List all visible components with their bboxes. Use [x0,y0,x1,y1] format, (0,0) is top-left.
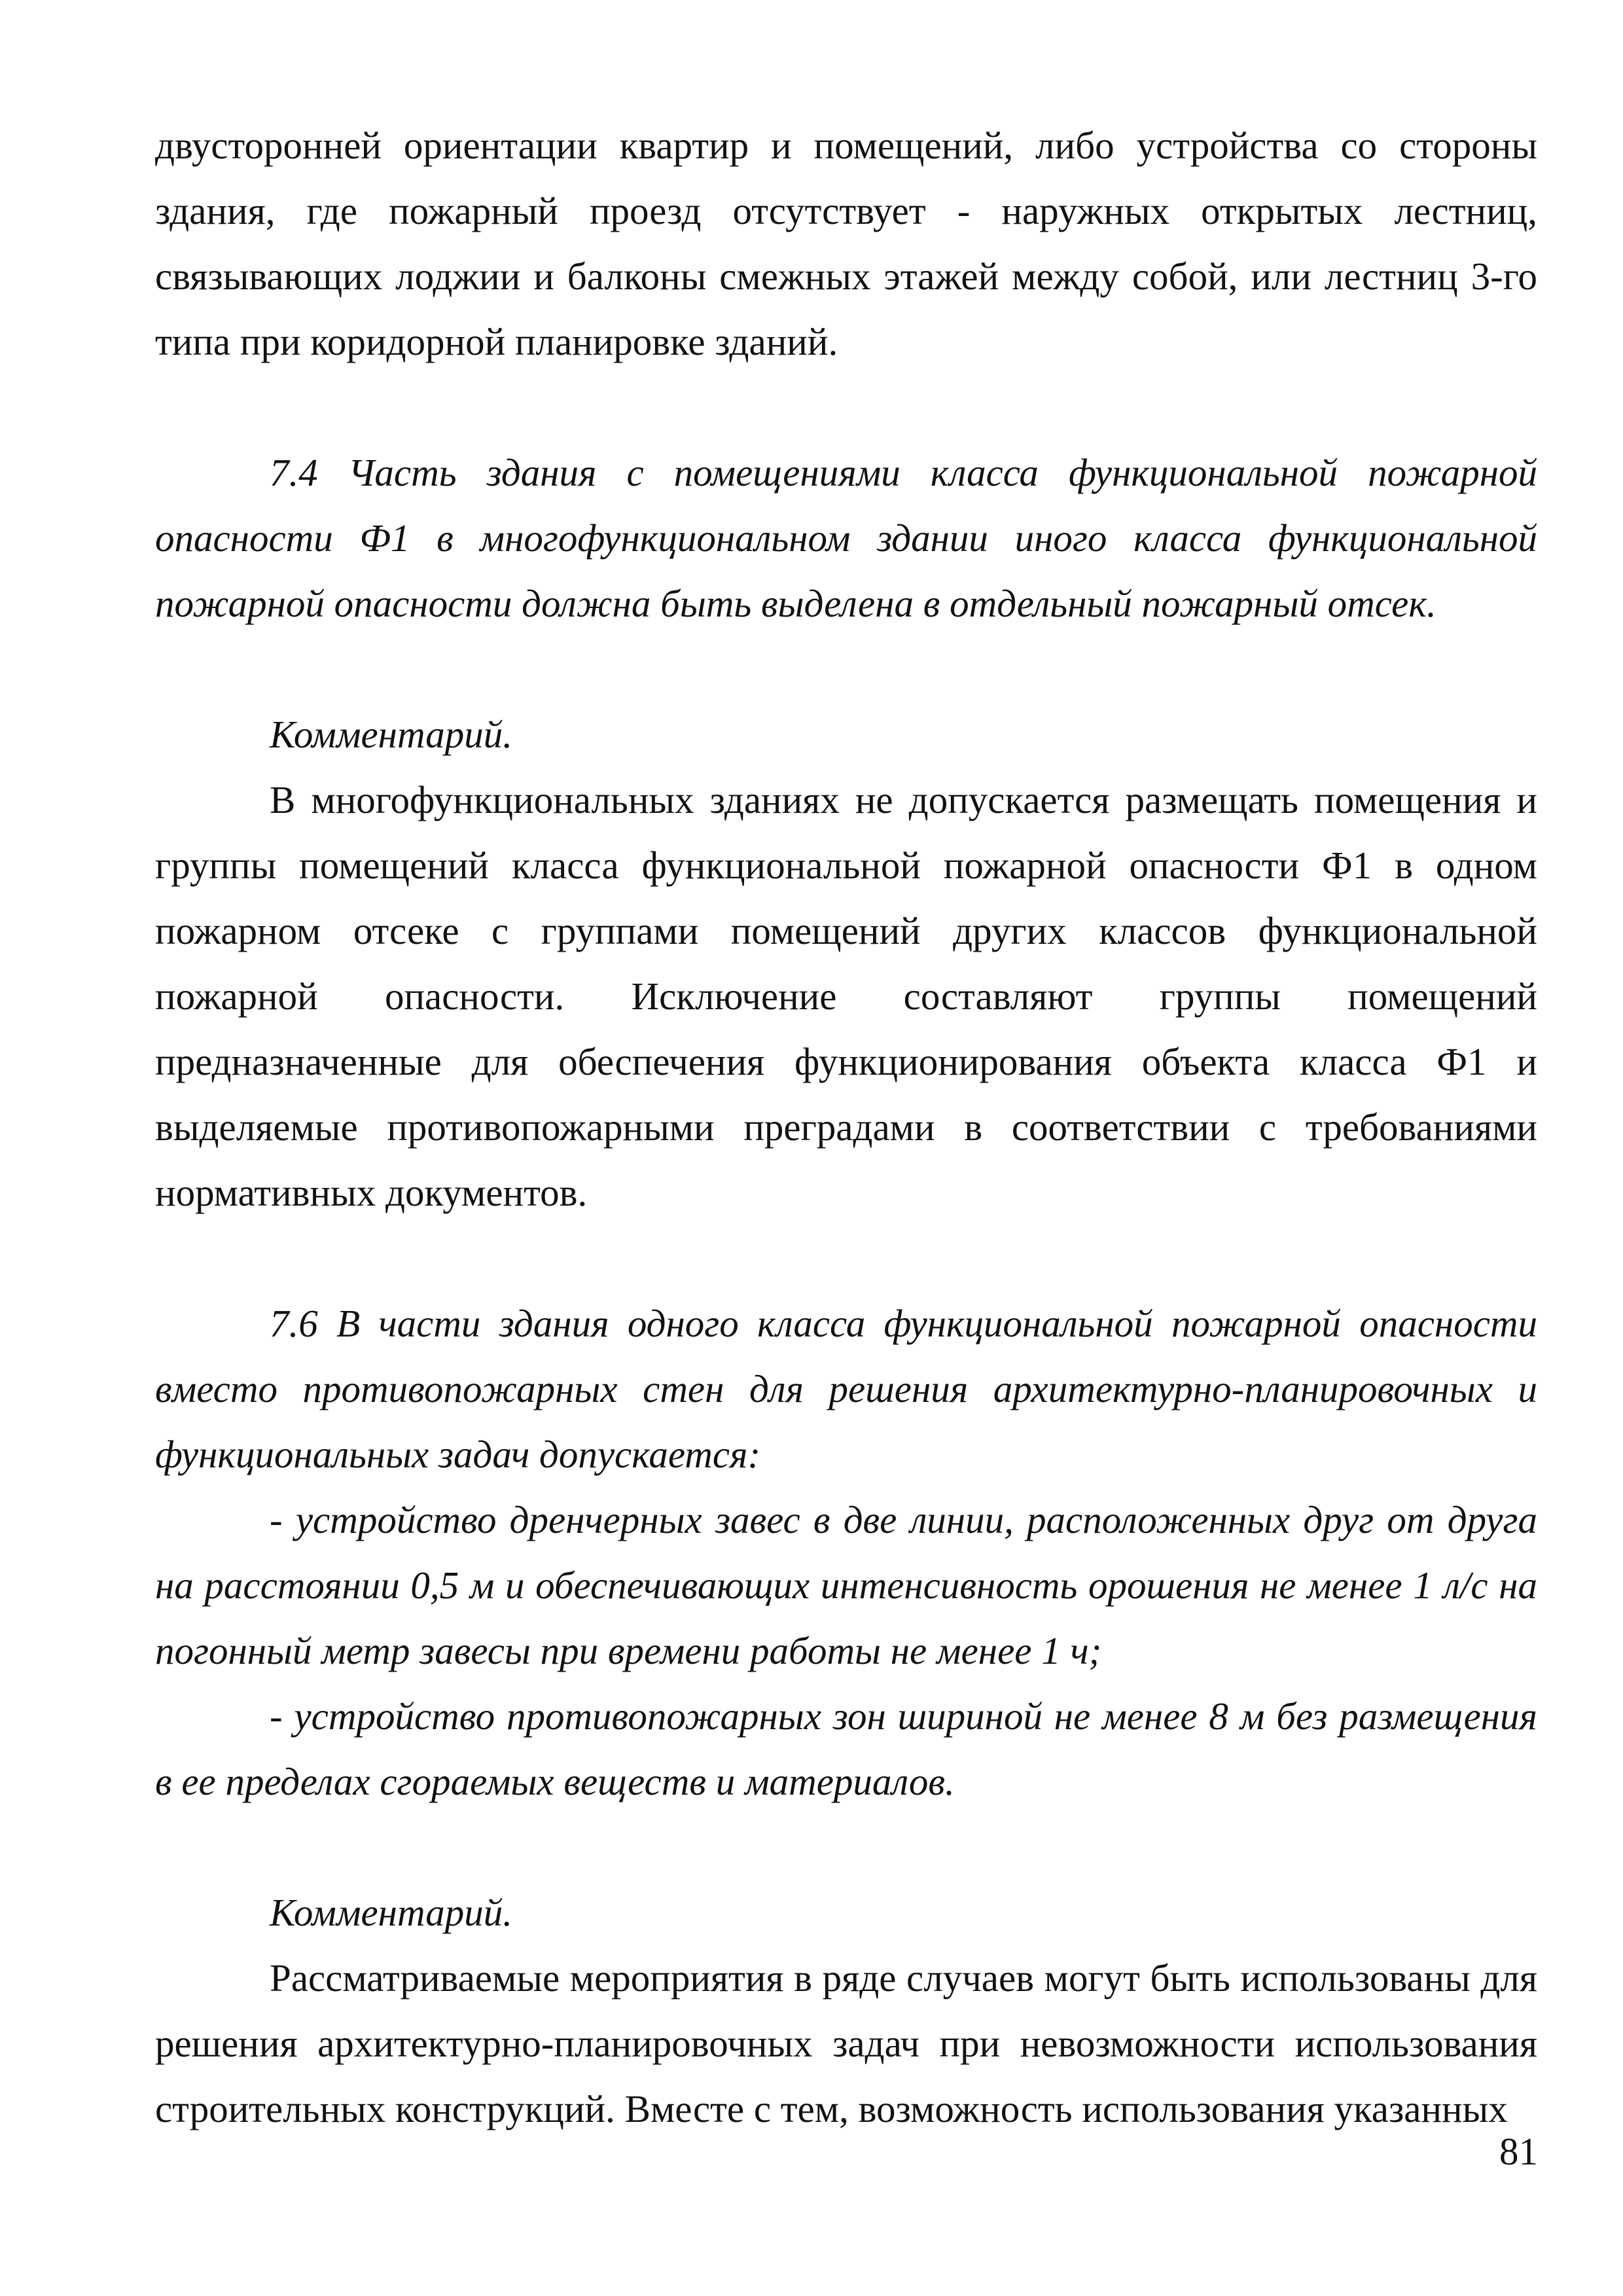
clause-7-6: 7.6 В части здания одного класса функциональной пожарной опасности вместо противопожарных стен для решения архитектурно-планировочных и функциональных задач допускается: [155,1302,1537,1476]
spacer [155,636,1537,702]
page-number: 81 [1499,2130,1538,2173]
spacer [155,374,1537,440]
page-body [155,113,1537,2142]
comment-text: Рассматриваемые мероприятия в ряде случаев могут быть использованы для решения архитектурно-планировочных задач при невозможности использования строительных конструкций. Вместе с тем, возможность использования указанных [155,1956,1537,2130]
paragraph-continuation: двусторонней ориентации квартир и помещений, либо устройства со стороны здания, где пожарный проезд отсутствует - наружных открытых лестниц, связывающих лоджии и балконы смежных этажей между собой, или лестниц 3-го типа при коридорной планировке зданий. [155,124,1537,363]
clause-7-4: 7.4 Часть здания с помещениями класса функциональной пожарной опасности Ф1 в многофункциональном здании иного класса функциональной пожарной опасности должна быть выделена в отдельный пожарный отсек. [155,451,1537,625]
spacer [155,1814,1537,1880]
clause-7-6-item: - устройство противопожарных зон шириной не менее 8 м без размещения в ее пределах сгораемых веществ и материалов. [155,1695,1537,1803]
comment-heading: Комментарий. [270,1891,513,1934]
comment-heading: Комментарий. [270,713,513,756]
comment-text: В многофункциональных зданиях не допускается размещать помещения и группы помещений класса функциональной пожарной опасности Ф1 в одном пожарном отсеке с группами помещений других классов функциональной пожарной опасности. Исключение составляют группы помещений предназначенные для обеспечения функционирования объекта класса Ф1 и выделяемые противопожарными преградами в соответствии с требованиями нормативных документов. [155,778,1537,1214]
spacer [155,1225,1537,1291]
clause-7-6-item: - устройство дренчерных завес в две линии, расположенных друг от друга на расстоянии 0,5 м и обеспечивающих интенсивность орошения не менее 1 л/с на погонный метр завесы при времени работы не менее 1 ч; [155,1498,1537,1672]
